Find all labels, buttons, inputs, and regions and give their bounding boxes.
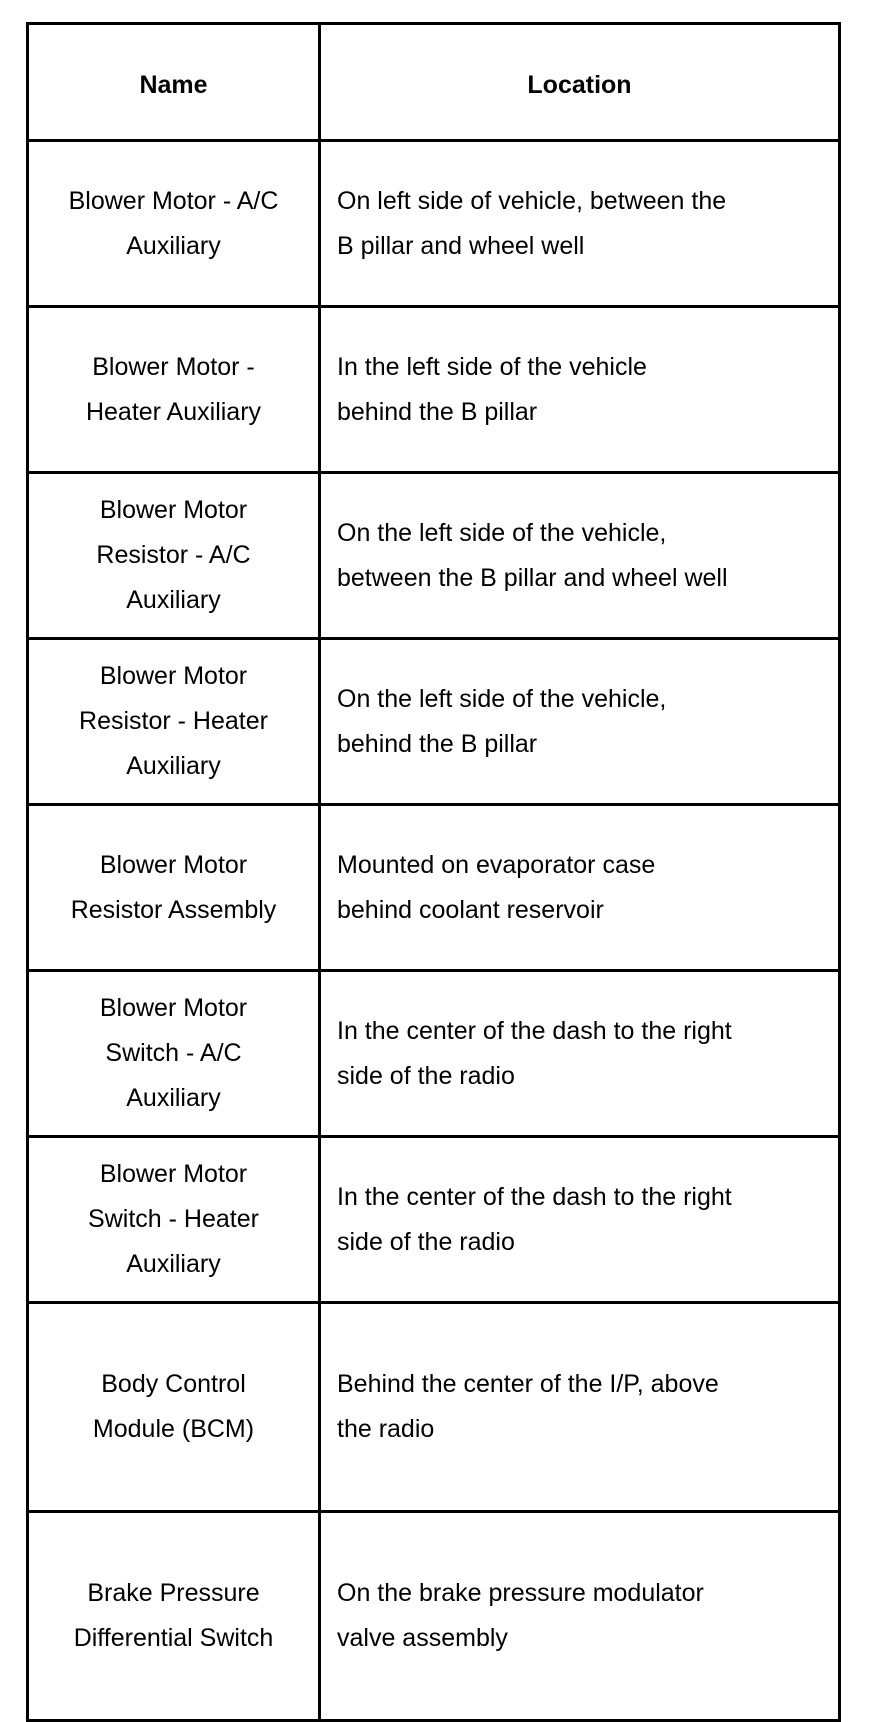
name-line: Auxiliary [126, 1250, 221, 1278]
name-line: Resistor - A/C [96, 541, 251, 569]
component-location-cell [320, 971, 840, 1137]
name-line: Resistor - Heater [79, 707, 268, 735]
table-row [28, 141, 840, 307]
table-row [28, 639, 840, 805]
name-line: Blower Motor [99, 850, 248, 879]
location-line: On the left side of the vehicle, [337, 518, 667, 547]
name-line: Differential Switch [73, 1624, 274, 1652]
name-line: Auxiliary [126, 752, 221, 780]
location-line: B pillar and wheel well [337, 231, 585, 260]
component-location-cell [320, 1512, 840, 1721]
location-line: In the center of the dash to the right [337, 1182, 732, 1211]
location-line: side of the radio [337, 1227, 515, 1256]
table-header-row [28, 24, 840, 141]
location-line: behind the B pillar [337, 397, 538, 426]
component-location-table [26, 22, 841, 1722]
name-line: Body Control [101, 1370, 246, 1398]
name-line: Resistor Assembly [70, 895, 277, 924]
name-line: Blower Motor [99, 662, 248, 690]
name-line: Auxiliary [126, 1084, 221, 1112]
table-row [28, 307, 840, 473]
location-line: between the B pillar and wheel well [337, 563, 728, 592]
location-line: On the brake pressure modulator [337, 1579, 704, 1607]
table-row [28, 1137, 840, 1303]
name-line: Blower Motor [99, 496, 248, 524]
name-line: Blower Motor [99, 1160, 248, 1188]
component-location-cell [320, 1303, 840, 1512]
name-line: Module (BCM) [92, 1415, 255, 1443]
location-line: the radio [337, 1415, 435, 1443]
component-location-cell [320, 473, 840, 639]
column-header-location: Location [320, 24, 840, 141]
component-name-cell [28, 971, 320, 1137]
name-line: Blower Motor - [92, 352, 255, 381]
component-name-cell [28, 307, 320, 473]
component-location-cell [320, 639, 840, 805]
component-location-cell [320, 307, 840, 473]
table-row [28, 473, 840, 639]
component-location-cell [320, 1137, 840, 1303]
location-line: In the center of the dash to the right [337, 1016, 732, 1045]
name-line: Switch - A/C [105, 1039, 242, 1067]
location-line: Mounted on evaporator case [337, 850, 656, 879]
location-line: behind coolant reservoir [337, 895, 604, 924]
component-name-cell [28, 1512, 320, 1721]
table-row [28, 805, 840, 971]
column-header-name: Name [28, 24, 320, 141]
component-name-cell [28, 141, 320, 307]
name-line: Heater Auxiliary [85, 397, 262, 426]
component-name-cell [28, 1137, 320, 1303]
component-location-cell [320, 805, 840, 971]
location-line: side of the radio [337, 1061, 515, 1090]
location-line: Behind the center of the I/P, above [337, 1370, 719, 1398]
name-line: Blower Motor [99, 994, 248, 1022]
location-line: On left side of vehicle, between the [337, 186, 727, 215]
component-name-cell [28, 805, 320, 971]
location-line: On the left side of the vehicle, [337, 684, 667, 713]
table-row [28, 971, 840, 1137]
table-row [28, 1303, 840, 1512]
location-line: In the left side of the vehicle [337, 352, 647, 381]
location-line: behind the B pillar [337, 729, 538, 758]
component-location-cell [320, 141, 840, 307]
component-name-cell [28, 639, 320, 805]
component-name-cell [28, 473, 320, 639]
name-line: Auxiliary [126, 231, 221, 260]
name-line: Auxiliary [126, 586, 221, 614]
location-line: valve assembly [337, 1624, 508, 1652]
name-line: Brake Pressure [87, 1579, 260, 1607]
name-line: Switch - Heater [88, 1205, 259, 1233]
table-row [28, 1512, 840, 1721]
component-name-cell [28, 1303, 320, 1512]
name-line: Blower Motor - A/C [68, 186, 279, 215]
